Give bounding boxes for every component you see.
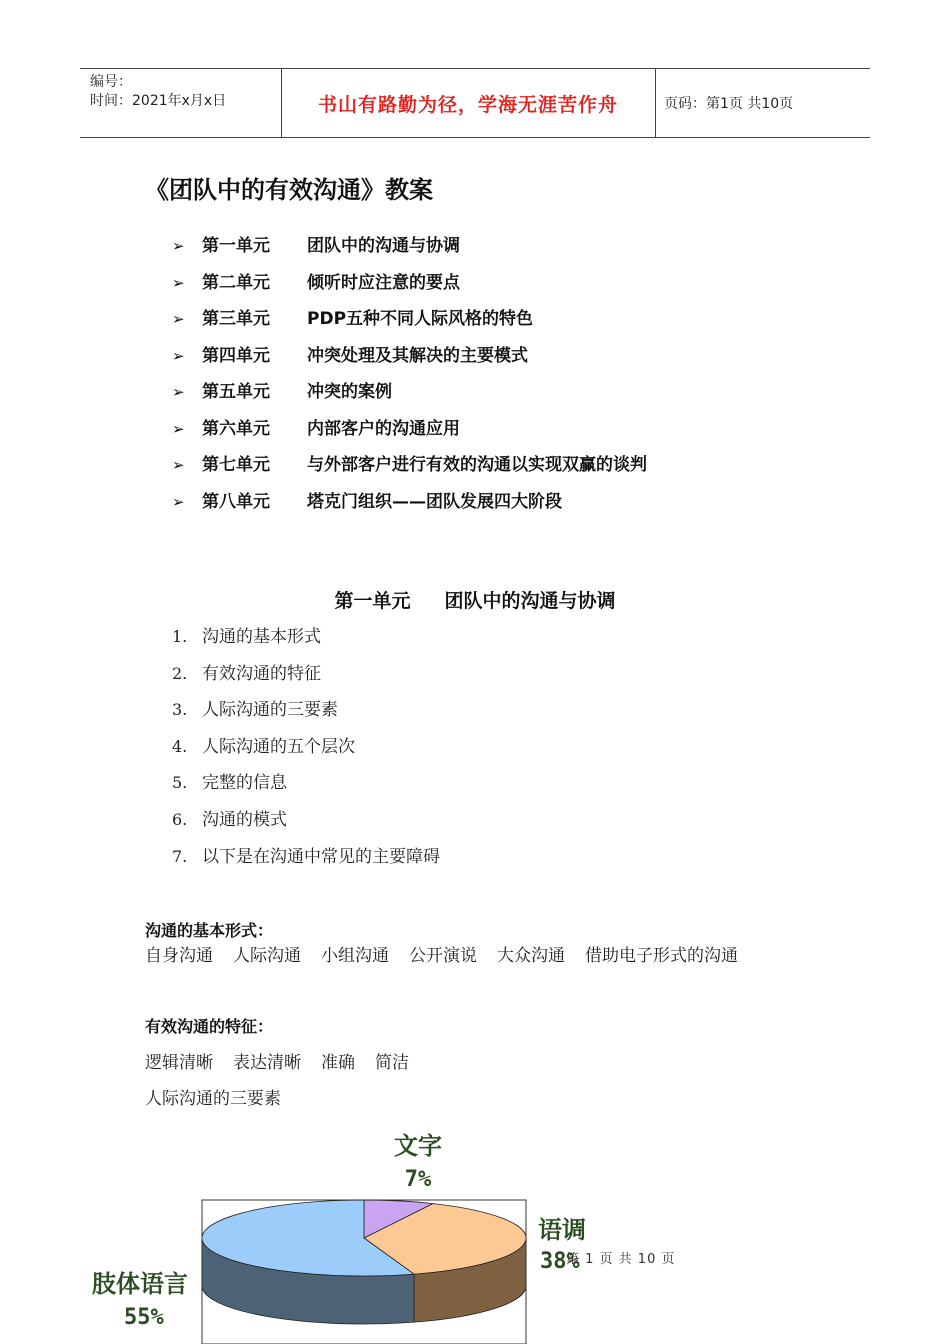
toc-unit: 第一单元 bbox=[202, 236, 270, 256]
slice-percent: 7% bbox=[404, 1167, 432, 1192]
toc-item bbox=[172, 484, 647, 521]
basic-form-item: 自身沟通 bbox=[145, 946, 213, 966]
feature-item: 简洁 bbox=[375, 1053, 409, 1073]
table-of-contents bbox=[172, 228, 647, 520]
toc-unit: 第三单元 bbox=[202, 309, 270, 329]
toc-unit: 第四单元 bbox=[202, 345, 270, 366]
footer-page-number: 第 1 页 共 10 页 bbox=[566, 1252, 676, 1267]
arrow-bullet-icon: ➢ bbox=[172, 237, 185, 255]
list-text: 沟通的模式 bbox=[202, 809, 287, 830]
feature-item: 准确 bbox=[321, 1053, 355, 1073]
features-heading: 有效沟通的特征： bbox=[145, 1017, 274, 1036]
slice-label: 文字 bbox=[394, 1132, 442, 1160]
three-elements-line: 人际沟通的三要素 bbox=[145, 1089, 281, 1109]
toc-item bbox=[172, 447, 647, 484]
list-item bbox=[172, 693, 440, 730]
feature-item: 逻辑清晰 bbox=[145, 1053, 213, 1073]
toc-unit: 第七单元 bbox=[202, 455, 270, 475]
toc-unit: 第八单元 bbox=[202, 491, 270, 512]
toc-item bbox=[172, 411, 647, 448]
basic-form-item: 大众沟通 bbox=[497, 946, 565, 966]
list-text: 完整的信息 bbox=[202, 773, 287, 794]
list-number: 1. bbox=[172, 627, 188, 646]
basic-form-item: 小组沟通 bbox=[321, 946, 389, 966]
slice-percent: 38% bbox=[540, 1249, 580, 1274]
basic-form-item: 借助电子形式的沟通 bbox=[585, 946, 738, 966]
list-text: 人际沟通的五个层次 bbox=[202, 736, 355, 757]
arrow-bullet-icon: ➢ bbox=[172, 456, 185, 474]
toc-topic: 倾听时应注意的要点 bbox=[307, 272, 460, 293]
toc-item bbox=[172, 265, 647, 302]
toc-unit: 第五单元 bbox=[202, 382, 270, 402]
toc-topic: 冲突处理及其解决的主要模式 bbox=[307, 345, 528, 366]
list-item bbox=[172, 803, 440, 840]
arrow-bullet-icon: ➢ bbox=[172, 273, 185, 292]
header-date: 时间：2021年x月x日 bbox=[90, 93, 227, 109]
list-text: 人际沟通的三要素 bbox=[202, 700, 338, 721]
pie-chart bbox=[0, 1120, 950, 1344]
toc-topic: 冲突的案例 bbox=[307, 382, 392, 402]
section-topic: 团队中的沟通与协调 bbox=[444, 590, 616, 612]
slice-percent: 55% bbox=[124, 1305, 164, 1330]
slice-label: 肢体语言 bbox=[92, 1270, 188, 1298]
list-number: 5. bbox=[172, 773, 188, 793]
section-title bbox=[0, 586, 950, 613]
arrow-bullet-icon: ➢ bbox=[172, 492, 185, 511]
arrow-bullet-icon: ➢ bbox=[172, 383, 185, 401]
arrow-bullet-icon: ➢ bbox=[172, 419, 185, 438]
list-number: 6. bbox=[172, 809, 188, 829]
section-unit: 第一单元 bbox=[334, 590, 411, 612]
toc-unit: 第二单元 bbox=[202, 272, 270, 293]
list-number: 4. bbox=[172, 736, 188, 756]
header-meta bbox=[90, 73, 226, 111]
list-number: 7. bbox=[172, 846, 188, 866]
list-item bbox=[172, 730, 440, 767]
list-text: 有效沟通的特征 bbox=[202, 663, 321, 684]
toc-item bbox=[172, 301, 647, 338]
list-item bbox=[172, 766, 440, 803]
list-item bbox=[172, 657, 440, 694]
arrow-bullet-icon: ➢ bbox=[172, 310, 185, 328]
toc-item bbox=[172, 228, 647, 265]
basic-forms-heading: 沟通的基本形式： bbox=[145, 921, 274, 940]
basic-form-item: 人际沟通 bbox=[233, 946, 301, 966]
toc-topic: 塔克门组织——团队发展四大阶段 bbox=[307, 491, 562, 512]
list-item bbox=[172, 620, 440, 657]
basic-forms-line bbox=[145, 941, 758, 966]
arrow-bullet-icon: ➢ bbox=[172, 346, 185, 365]
toc-topic: 团队中的沟通与协调 bbox=[307, 236, 460, 256]
numbered-list bbox=[172, 620, 440, 876]
list-item bbox=[172, 840, 440, 877]
toc-item bbox=[172, 374, 647, 411]
toc-topic: 内部客户的沟通应用 bbox=[307, 418, 460, 439]
slice-label: 语调 bbox=[538, 1216, 586, 1244]
basic-form-item: 公开演说 bbox=[409, 946, 477, 966]
list-number: 3. bbox=[172, 700, 188, 720]
toc-item bbox=[172, 338, 647, 375]
list-text: 沟通的基本形式 bbox=[202, 627, 321, 647]
toc-unit: 第六单元 bbox=[202, 418, 270, 439]
feature-item: 表达清晰 bbox=[233, 1053, 301, 1073]
toc-topic: 与外部客户进行有效的沟通以实现双赢的谈判 bbox=[307, 455, 647, 475]
header-divider bbox=[655, 69, 656, 137]
pie-chart-svg bbox=[0, 1120, 950, 1344]
header-motto: 书山有路勤为径，学海无涯苦作舟 bbox=[317, 93, 618, 116]
list-text: 以下是在沟通中常见的主要障碍 bbox=[202, 846, 440, 867]
features-line bbox=[145, 1048, 429, 1073]
header-number: 编号： bbox=[90, 74, 132, 90]
toc-topic: PDP五种不同人际风格的特色 bbox=[307, 309, 534, 329]
document-title: 《团队中的有效沟通》教案 bbox=[145, 176, 433, 204]
list-number: 2. bbox=[172, 663, 188, 683]
page-header bbox=[80, 68, 870, 138]
header-page-info: 页码：第1页 共10页 bbox=[664, 96, 794, 112]
